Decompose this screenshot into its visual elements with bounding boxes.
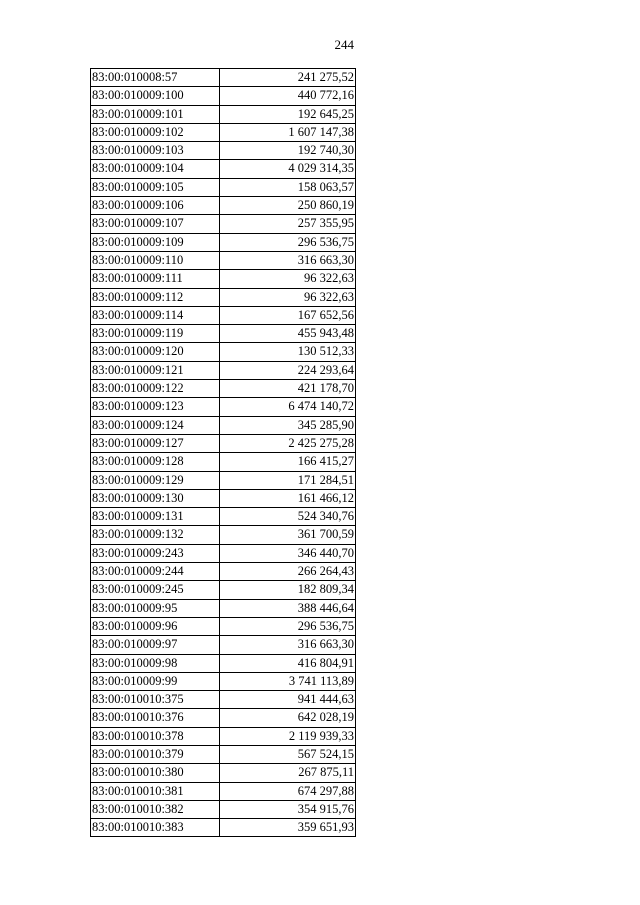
cadastral-value-cell: 192 645,25 — [220, 105, 356, 123]
table-row — [91, 306, 356, 324]
cadastral-number-cell: 83:00:010010:383 — [91, 819, 220, 837]
table-row — [91, 251, 356, 269]
cadastral-number-cell: 83:00:010009:130 — [91, 489, 220, 507]
cadastral-number-cell: 83:00:010009:95 — [91, 599, 220, 617]
table-row — [91, 599, 356, 617]
table-row — [91, 142, 356, 160]
table-row — [91, 87, 356, 105]
table-row — [91, 453, 356, 471]
cadastral-value-cell: 359 651,93 — [220, 819, 356, 837]
cadastral-value-cell: 354 915,76 — [220, 800, 356, 818]
table-row — [91, 69, 356, 87]
table-row — [91, 343, 356, 361]
cadastral-value-cell: 416 804,91 — [220, 654, 356, 672]
table-row — [91, 233, 356, 251]
cadastral-number-cell: 83:00:010009:102 — [91, 123, 220, 141]
cadastral-value-cell: 346 440,70 — [220, 544, 356, 562]
cadastral-value-cell: 250 860,19 — [220, 197, 356, 215]
cadastral-number-cell: 83:00:010009:112 — [91, 288, 220, 306]
cadastral-number-cell: 83:00:010009:122 — [91, 380, 220, 398]
cadastral-number-cell: 83:00:010010:379 — [91, 745, 220, 763]
table-row — [91, 123, 356, 141]
table-row — [91, 617, 356, 635]
cadastral-value-cell: 440 772,16 — [220, 87, 356, 105]
table-row — [91, 544, 356, 562]
table-row — [91, 270, 356, 288]
cadastral-value-cell: 361 700,59 — [220, 526, 356, 544]
cadastral-value-cell: 674 297,88 — [220, 782, 356, 800]
table-row — [91, 471, 356, 489]
table-row — [91, 745, 356, 763]
cadastral-number-cell: 83:00:010010:376 — [91, 709, 220, 727]
table-row — [91, 215, 356, 233]
cadastral-number-cell: 83:00:010010:380 — [91, 764, 220, 782]
cadastral-value-cell: 3 741 113,89 — [220, 672, 356, 690]
cadastral-value-cell: 642 028,19 — [220, 709, 356, 727]
cadastral-number-cell: 83:00:010009:243 — [91, 544, 220, 562]
page-number: 244 — [334, 37, 354, 52]
cadastral-value-cell: 345 285,90 — [220, 416, 356, 434]
cadastral-value-cell: 166 415,27 — [220, 453, 356, 471]
cadastral-value-cell: 266 264,43 — [220, 563, 356, 581]
cadastral-number-cell: 83:00:010009:110 — [91, 251, 220, 269]
cadastral-value-cell: 241 275,52 — [220, 69, 356, 87]
table-row — [91, 416, 356, 434]
cadastral-number-cell: 83:00:010009:104 — [91, 160, 220, 178]
table-row — [91, 508, 356, 526]
cadastral-value-cell: 388 446,64 — [220, 599, 356, 617]
cadastral-number-cell: 83:00:010009:109 — [91, 233, 220, 251]
cadastral-value-cell: 316 663,30 — [220, 251, 356, 269]
cadastral-value-cell: 167 652,56 — [220, 306, 356, 324]
cadastral-number-cell: 83:00:010010:381 — [91, 782, 220, 800]
table-row — [91, 434, 356, 452]
table-row — [91, 636, 356, 654]
cadastral-number-cell: 83:00:010009:105 — [91, 178, 220, 196]
table-row — [91, 672, 356, 690]
cadastral-value-cell: 6 474 140,72 — [220, 398, 356, 416]
cadastral-number-cell: 83:00:010009:119 — [91, 325, 220, 343]
cadastral-value-cell: 192 740,30 — [220, 142, 356, 160]
table-row — [91, 800, 356, 818]
cadastral-number-cell: 83:00:010008:57 — [91, 69, 220, 87]
cadastral-number-cell: 83:00:010009:103 — [91, 142, 220, 160]
table-row — [91, 764, 356, 782]
table-row — [91, 325, 356, 343]
table-row — [91, 160, 356, 178]
table-row — [91, 691, 356, 709]
table-row — [91, 380, 356, 398]
cadastral-value-cell: 224 293,64 — [220, 361, 356, 379]
cadastral-number-cell: 83:00:010009:107 — [91, 215, 220, 233]
table-row — [91, 197, 356, 215]
cadastral-value-cell: 567 524,15 — [220, 745, 356, 763]
cadastral-value-cell: 421 178,70 — [220, 380, 356, 398]
table-row — [91, 581, 356, 599]
cadastral-number-cell: 83:00:010009:124 — [91, 416, 220, 434]
table-row — [91, 727, 356, 745]
cadastral-number-cell: 83:00:010009:114 — [91, 306, 220, 324]
cadastral-number-cell: 83:00:010009:121 — [91, 361, 220, 379]
cadastral-value-cell: 96 322,63 — [220, 270, 356, 288]
cadastral-value-table — [90, 68, 356, 837]
cadastral-value-cell: 158 063,57 — [220, 178, 356, 196]
table-row — [91, 105, 356, 123]
cadastral-value-cell: 161 466,12 — [220, 489, 356, 507]
table-row — [91, 654, 356, 672]
cadastral-number-cell: 83:00:010009:129 — [91, 471, 220, 489]
cadastral-number-cell: 83:00:010009:98 — [91, 654, 220, 672]
cadastral-number-cell: 83:00:010009:123 — [91, 398, 220, 416]
table-row — [91, 288, 356, 306]
cadastral-number-cell: 83:00:010009:111 — [91, 270, 220, 288]
cadastral-number-cell: 83:00:010009:96 — [91, 617, 220, 635]
table-row — [91, 526, 356, 544]
cadastral-value-cell: 455 943,48 — [220, 325, 356, 343]
cadastral-value-cell: 171 284,51 — [220, 471, 356, 489]
table-row — [91, 819, 356, 837]
cadastral-value-cell: 296 536,75 — [220, 233, 356, 251]
table-row — [91, 709, 356, 727]
cadastral-number-cell: 83:00:010009:127 — [91, 434, 220, 452]
cadastral-number-cell: 83:00:010009:245 — [91, 581, 220, 599]
cadastral-number-cell: 83:00:010010:378 — [91, 727, 220, 745]
cadastral-number-cell: 83:00:010009:99 — [91, 672, 220, 690]
cadastral-value-cell: 941 444,63 — [220, 691, 356, 709]
cadastral-value-cell: 182 809,34 — [220, 581, 356, 599]
cadastral-number-cell: 83:00:010009:100 — [91, 87, 220, 105]
cadastral-value-cell: 96 322,63 — [220, 288, 356, 306]
cadastral-number-cell: 83:00:010009:132 — [91, 526, 220, 544]
cadastral-value-cell: 2 119 939,33 — [220, 727, 356, 745]
cadastral-value-cell: 267 875,11 — [220, 764, 356, 782]
table-body — [91, 69, 356, 837]
cadastral-number-cell: 83:00:010009:128 — [91, 453, 220, 471]
table-row — [91, 563, 356, 581]
cadastral-number-cell: 83:00:010009:97 — [91, 636, 220, 654]
cadastral-number-cell: 83:00:010009:106 — [91, 197, 220, 215]
cadastral-number-cell: 83:00:010009:131 — [91, 508, 220, 526]
cadastral-value-cell: 524 340,76 — [220, 508, 356, 526]
cadastral-value-cell: 4 029 314,35 — [220, 160, 356, 178]
cadastral-number-cell: 83:00:010009:120 — [91, 343, 220, 361]
cadastral-value-cell: 316 663,30 — [220, 636, 356, 654]
cadastral-number-cell: 83:00:010009:101 — [91, 105, 220, 123]
table-row — [91, 178, 356, 196]
cadastral-number-cell: 83:00:010010:382 — [91, 800, 220, 818]
cadastral-value-cell: 257 355,95 — [220, 215, 356, 233]
cadastral-value-cell: 296 536,75 — [220, 617, 356, 635]
table-row — [91, 398, 356, 416]
table-row — [91, 361, 356, 379]
cadastral-value-cell: 1 607 147,38 — [220, 123, 356, 141]
cadastral-number-cell: 83:00:010010:375 — [91, 691, 220, 709]
table-row — [91, 489, 356, 507]
table-row — [91, 782, 356, 800]
cadastral-value-cell: 130 512,33 — [220, 343, 356, 361]
cadastral-number-cell: 83:00:010009:244 — [91, 563, 220, 581]
cadastral-value-cell: 2 425 275,28 — [220, 434, 356, 452]
